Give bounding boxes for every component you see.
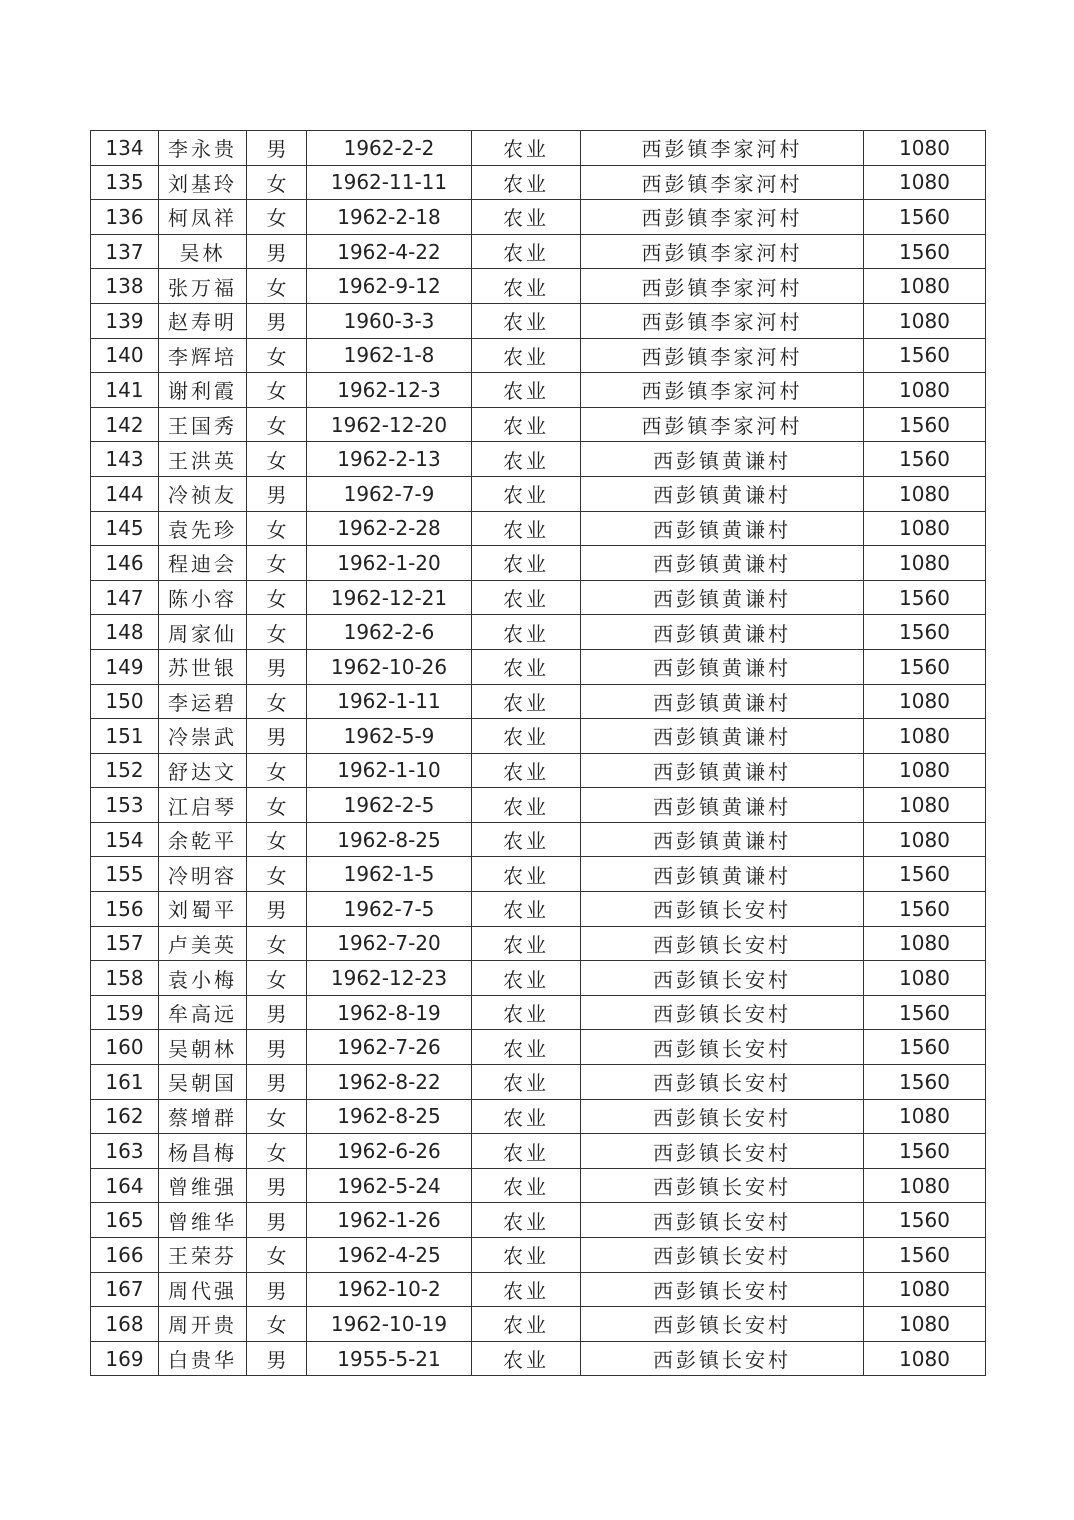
sex-cell: 女: [247, 961, 307, 996]
occupation-cell: 农业: [472, 684, 581, 719]
address-cell: 西彭镇长安村: [581, 1065, 864, 1100]
person-name-cell: 谢利霞: [159, 373, 247, 408]
person-name-cell: 卢美英: [159, 926, 247, 961]
sex-cell: 男: [247, 1065, 307, 1100]
roster-table: [90, 130, 986, 1376]
amount-cell: 1080: [864, 788, 986, 823]
row-number-cell: 155: [91, 857, 159, 892]
amount-cell: 1560: [864, 1065, 986, 1100]
sex-cell: 男: [247, 995, 307, 1030]
birth-date-cell: 1962-8-25: [307, 1099, 472, 1134]
sex-cell: 女: [247, 1134, 307, 1169]
address-cell: 西彭镇黄谦村: [581, 684, 864, 719]
table-row: [91, 995, 986, 1030]
amount-cell: 1080: [864, 303, 986, 338]
address-cell: 西彭镇黄谦村: [581, 719, 864, 754]
row-number-cell: 161: [91, 1065, 159, 1100]
row-number-cell: 159: [91, 995, 159, 1030]
person-name-cell: 周开贵: [159, 1307, 247, 1342]
address-cell: 西彭镇黄谦村: [581, 649, 864, 684]
person-name-cell: 袁先珍: [159, 511, 247, 546]
sex-cell: 男: [247, 1030, 307, 1065]
occupation-cell: 农业: [472, 1099, 581, 1134]
amount-cell: 1080: [864, 131, 986, 166]
sex-cell: 女: [247, 373, 307, 408]
sex-cell: 女: [247, 165, 307, 200]
sex-cell: 男: [247, 1203, 307, 1238]
amount-cell: 1080: [864, 961, 986, 996]
amount-cell: 1080: [864, 753, 986, 788]
address-cell: 西彭镇长安村: [581, 1341, 864, 1376]
row-number-cell: 154: [91, 822, 159, 857]
table-row: [91, 546, 986, 581]
row-number-cell: 143: [91, 442, 159, 477]
address-cell: 西彭镇长安村: [581, 961, 864, 996]
table-row: [91, 1238, 986, 1273]
row-number-cell: 134: [91, 131, 159, 166]
occupation-cell: 农业: [472, 649, 581, 684]
table-row: [91, 1065, 986, 1100]
table-row: [91, 373, 986, 408]
person-name-cell: 江启琴: [159, 788, 247, 823]
sex-cell: 女: [247, 857, 307, 892]
person-name-cell: 蔡增群: [159, 1099, 247, 1134]
amount-cell: 1560: [864, 442, 986, 477]
occupation-cell: 农业: [472, 580, 581, 615]
birth-date-cell: 1962-12-20: [307, 407, 472, 442]
address-cell: 西彭镇长安村: [581, 995, 864, 1030]
row-number-cell: 157: [91, 926, 159, 961]
birth-date-cell: 1962-8-22: [307, 1065, 472, 1100]
amount-cell: 1560: [864, 407, 986, 442]
table-row: [91, 1168, 986, 1203]
occupation-cell: 农业: [472, 995, 581, 1030]
sex-cell: 男: [247, 234, 307, 269]
birth-date-cell: 1962-1-10: [307, 753, 472, 788]
occupation-cell: 农业: [472, 200, 581, 235]
person-name-cell: 张万福: [159, 269, 247, 304]
amount-cell: 1080: [864, 719, 986, 754]
birth-date-cell: 1955-5-21: [307, 1341, 472, 1376]
occupation-cell: 农业: [472, 269, 581, 304]
birth-date-cell: 1962-6-26: [307, 1134, 472, 1169]
birth-date-cell: 1962-7-26: [307, 1030, 472, 1065]
row-number-cell: 169: [91, 1341, 159, 1376]
occupation-cell: 农业: [472, 442, 581, 477]
sex-cell: 女: [247, 407, 307, 442]
birth-date-cell: 1962-8-25: [307, 822, 472, 857]
birth-date-cell: 1962-10-26: [307, 649, 472, 684]
sex-cell: 男: [247, 131, 307, 166]
address-cell: 西彭镇长安村: [581, 1307, 864, 1342]
birth-date-cell: 1962-2-5: [307, 788, 472, 823]
address-cell: 西彭镇长安村: [581, 1238, 864, 1273]
sex-cell: 女: [247, 1238, 307, 1273]
occupation-cell: 农业: [472, 1203, 581, 1238]
person-name-cell: 李永贵: [159, 131, 247, 166]
address-cell: 西彭镇黄谦村: [581, 442, 864, 477]
birth-date-cell: 1962-11-11: [307, 165, 472, 200]
sex-cell: 男: [247, 303, 307, 338]
amount-cell: 1080: [864, 546, 986, 581]
occupation-cell: 农业: [472, 926, 581, 961]
amount-cell: 1080: [864, 1168, 986, 1203]
sex-cell: 女: [247, 511, 307, 546]
row-number-cell: 158: [91, 961, 159, 996]
address-cell: 西彭镇黄谦村: [581, 615, 864, 650]
person-name-cell: 曾维华: [159, 1203, 247, 1238]
birth-date-cell: 1962-9-12: [307, 269, 472, 304]
person-name-cell: 程迪会: [159, 546, 247, 581]
address-cell: 西彭镇李家河村: [581, 373, 864, 408]
person-name-cell: 吴朝国: [159, 1065, 247, 1100]
sex-cell: 女: [247, 615, 307, 650]
birth-date-cell: 1962-2-13: [307, 442, 472, 477]
row-number-cell: 148: [91, 615, 159, 650]
occupation-cell: 农业: [472, 822, 581, 857]
table-row: [91, 649, 986, 684]
table-row: [91, 1134, 986, 1169]
birth-date-cell: 1962-2-2: [307, 131, 472, 166]
address-cell: 西彭镇长安村: [581, 926, 864, 961]
sex-cell: 男: [247, 892, 307, 927]
sex-cell: 男: [247, 476, 307, 511]
person-name-cell: 牟高远: [159, 995, 247, 1030]
table-row: [91, 1272, 986, 1307]
amount-cell: 1560: [864, 200, 986, 235]
address-cell: 西彭镇长安村: [581, 892, 864, 927]
sex-cell: 男: [247, 719, 307, 754]
sex-cell: 女: [247, 684, 307, 719]
birth-date-cell: 1962-4-22: [307, 234, 472, 269]
address-cell: 西彭镇黄谦村: [581, 822, 864, 857]
sex-cell: 女: [247, 442, 307, 477]
person-name-cell: 赵寿明: [159, 303, 247, 338]
table-row: [91, 580, 986, 615]
occupation-cell: 农业: [472, 1307, 581, 1342]
amount-cell: 1560: [864, 649, 986, 684]
table-row: [91, 338, 986, 373]
amount-cell: 1560: [864, 857, 986, 892]
row-number-cell: 163: [91, 1134, 159, 1169]
address-cell: 西彭镇李家河村: [581, 407, 864, 442]
row-number-cell: 141: [91, 373, 159, 408]
birth-date-cell: 1962-4-25: [307, 1238, 472, 1273]
row-number-cell: 145: [91, 511, 159, 546]
table-row: [91, 407, 986, 442]
amount-cell: 1560: [864, 338, 986, 373]
row-number-cell: 150: [91, 684, 159, 719]
occupation-cell: 农业: [472, 1168, 581, 1203]
address-cell: 西彭镇黄谦村: [581, 788, 864, 823]
birth-date-cell: 1962-10-19: [307, 1307, 472, 1342]
amount-cell: 1080: [864, 1307, 986, 1342]
row-number-cell: 147: [91, 580, 159, 615]
sex-cell: 女: [247, 788, 307, 823]
occupation-cell: 农业: [472, 546, 581, 581]
table-row: [91, 1203, 986, 1238]
occupation-cell: 农业: [472, 1272, 581, 1307]
birth-date-cell: 1962-12-21: [307, 580, 472, 615]
amount-cell: 1560: [864, 234, 986, 269]
occupation-cell: 农业: [472, 719, 581, 754]
row-number-cell: 136: [91, 200, 159, 235]
row-number-cell: 138: [91, 269, 159, 304]
amount-cell: 1560: [864, 1203, 986, 1238]
amount-cell: 1560: [864, 580, 986, 615]
address-cell: 西彭镇李家河村: [581, 165, 864, 200]
occupation-cell: 农业: [472, 1030, 581, 1065]
address-cell: 西彭镇李家河村: [581, 338, 864, 373]
occupation-cell: 农业: [472, 1341, 581, 1376]
person-name-cell: 周家仙: [159, 615, 247, 650]
amount-cell: 1080: [864, 165, 986, 200]
table-row: [91, 442, 986, 477]
sex-cell: 女: [247, 200, 307, 235]
birth-date-cell: 1962-5-24: [307, 1168, 472, 1203]
birth-date-cell: 1962-5-9: [307, 719, 472, 754]
sex-cell: 女: [247, 580, 307, 615]
sex-cell: 男: [247, 649, 307, 684]
table-row: [91, 1307, 986, 1342]
person-name-cell: 李辉培: [159, 338, 247, 373]
sex-cell: 女: [247, 753, 307, 788]
table-row: [91, 200, 986, 235]
birth-date-cell: 1962-1-20: [307, 546, 472, 581]
row-number-cell: 164: [91, 1168, 159, 1203]
address-cell: 西彭镇长安村: [581, 1203, 864, 1238]
occupation-cell: 农业: [472, 753, 581, 788]
occupation-cell: 农业: [472, 1134, 581, 1169]
table-row: [91, 303, 986, 338]
amount-cell: 1080: [864, 1341, 986, 1376]
address-cell: 西彭镇长安村: [581, 1168, 864, 1203]
person-name-cell: 袁小梅: [159, 961, 247, 996]
birth-date-cell: 1962-7-20: [307, 926, 472, 961]
person-name-cell: 王洪英: [159, 442, 247, 477]
birth-date-cell: 1960-3-3: [307, 303, 472, 338]
table-row: [91, 269, 986, 304]
occupation-cell: 农业: [472, 511, 581, 546]
table-row: [91, 753, 986, 788]
table-row: [91, 857, 986, 892]
sex-cell: 男: [247, 1272, 307, 1307]
person-name-cell: 余乾平: [159, 822, 247, 857]
row-number-cell: 168: [91, 1307, 159, 1342]
address-cell: 西彭镇李家河村: [581, 303, 864, 338]
person-name-cell: 柯凤祥: [159, 200, 247, 235]
row-number-cell: 165: [91, 1203, 159, 1238]
person-name-cell: 苏世银: [159, 649, 247, 684]
table-row: [91, 1341, 986, 1376]
birth-date-cell: 1962-8-19: [307, 995, 472, 1030]
amount-cell: 1560: [864, 1134, 986, 1169]
sex-cell: 女: [247, 822, 307, 857]
table-row: [91, 961, 986, 996]
sex-cell: 男: [247, 1341, 307, 1376]
birth-date-cell: 1962-1-8: [307, 338, 472, 373]
table-row: [91, 1030, 986, 1065]
sex-cell: 女: [247, 338, 307, 373]
person-name-cell: 吴朝林: [159, 1030, 247, 1065]
row-number-cell: 167: [91, 1272, 159, 1307]
occupation-cell: 农业: [472, 1238, 581, 1273]
person-name-cell: 杨昌梅: [159, 1134, 247, 1169]
occupation-cell: 农业: [472, 373, 581, 408]
sex-cell: 男: [247, 1168, 307, 1203]
sex-cell: 女: [247, 1307, 307, 1342]
occupation-cell: 农业: [472, 165, 581, 200]
birth-date-cell: 1962-1-5: [307, 857, 472, 892]
row-number-cell: 137: [91, 234, 159, 269]
address-cell: 西彭镇李家河村: [581, 200, 864, 235]
occupation-cell: 农业: [472, 476, 581, 511]
address-cell: 西彭镇黄谦村: [581, 857, 864, 892]
address-cell: 西彭镇黄谦村: [581, 511, 864, 546]
amount-cell: 1560: [864, 1238, 986, 1273]
amount-cell: 1560: [864, 995, 986, 1030]
row-number-cell: 142: [91, 407, 159, 442]
occupation-cell: 农业: [472, 892, 581, 927]
table-row: [91, 234, 986, 269]
table-row: [91, 822, 986, 857]
sex-cell: 女: [247, 926, 307, 961]
occupation-cell: 农业: [472, 407, 581, 442]
sex-cell: 女: [247, 546, 307, 581]
row-number-cell: 146: [91, 546, 159, 581]
occupation-cell: 农业: [472, 303, 581, 338]
row-number-cell: 139: [91, 303, 159, 338]
amount-cell: 1080: [864, 476, 986, 511]
row-number-cell: 140: [91, 338, 159, 373]
row-number-cell: 144: [91, 476, 159, 511]
occupation-cell: 农业: [472, 131, 581, 166]
roster-body: [91, 131, 986, 1376]
birth-date-cell: 1962-1-26: [307, 1203, 472, 1238]
occupation-cell: 农业: [472, 1065, 581, 1100]
birth-date-cell: 1962-1-11: [307, 684, 472, 719]
table-row: [91, 165, 986, 200]
address-cell: 西彭镇黄谦村: [581, 753, 864, 788]
table-row: [91, 476, 986, 511]
table-row: [91, 1099, 986, 1134]
person-name-cell: 吴林: [159, 234, 247, 269]
table-row: [91, 892, 986, 927]
table-row: [91, 684, 986, 719]
amount-cell: 1080: [864, 373, 986, 408]
address-cell: 西彭镇长安村: [581, 1134, 864, 1169]
address-cell: 西彭镇李家河村: [581, 131, 864, 166]
person-name-cell: 冷明容: [159, 857, 247, 892]
occupation-cell: 农业: [472, 615, 581, 650]
address-cell: 西彭镇李家河村: [581, 269, 864, 304]
amount-cell: 1080: [864, 1099, 986, 1134]
birth-date-cell: 1962-12-23: [307, 961, 472, 996]
address-cell: 西彭镇黄谦村: [581, 580, 864, 615]
address-cell: 西彭镇长安村: [581, 1099, 864, 1134]
person-name-cell: 王国秀: [159, 407, 247, 442]
amount-cell: 1560: [864, 892, 986, 927]
amount-cell: 1080: [864, 822, 986, 857]
occupation-cell: 农业: [472, 961, 581, 996]
amount-cell: 1560: [864, 615, 986, 650]
occupation-cell: 农业: [472, 857, 581, 892]
table-row: [91, 131, 986, 166]
person-name-cell: 李运碧: [159, 684, 247, 719]
amount-cell: 1080: [864, 269, 986, 304]
birth-date-cell: 1962-2-6: [307, 615, 472, 650]
person-name-cell: 白贵华: [159, 1341, 247, 1376]
amount-cell: 1080: [864, 511, 986, 546]
person-name-cell: 冷崇武: [159, 719, 247, 754]
occupation-cell: 农业: [472, 338, 581, 373]
row-number-cell: 166: [91, 1238, 159, 1273]
row-number-cell: 135: [91, 165, 159, 200]
address-cell: 西彭镇长安村: [581, 1030, 864, 1065]
person-name-cell: 周代强: [159, 1272, 247, 1307]
amount-cell: 1080: [864, 926, 986, 961]
table-row: [91, 788, 986, 823]
sex-cell: 女: [247, 269, 307, 304]
address-cell: 西彭镇长安村: [581, 1272, 864, 1307]
amount-cell: 1560: [864, 1030, 986, 1065]
birth-date-cell: 1962-10-2: [307, 1272, 472, 1307]
person-name-cell: 刘蜀平: [159, 892, 247, 927]
person-name-cell: 陈小容: [159, 580, 247, 615]
occupation-cell: 农业: [472, 788, 581, 823]
person-name-cell: 王荣芬: [159, 1238, 247, 1273]
table-row: [91, 615, 986, 650]
row-number-cell: 151: [91, 719, 159, 754]
table-row: [91, 926, 986, 961]
amount-cell: 1080: [864, 684, 986, 719]
row-number-cell: 160: [91, 1030, 159, 1065]
person-name-cell: 冷祯友: [159, 476, 247, 511]
row-number-cell: 152: [91, 753, 159, 788]
amount-cell: 1080: [864, 1272, 986, 1307]
person-name-cell: 曾维强: [159, 1168, 247, 1203]
table-row: [91, 719, 986, 754]
row-number-cell: 149: [91, 649, 159, 684]
sex-cell: 女: [247, 1099, 307, 1134]
birth-date-cell: 1962-7-9: [307, 476, 472, 511]
occupation-cell: 农业: [472, 234, 581, 269]
birth-date-cell: 1962-12-3: [307, 373, 472, 408]
row-number-cell: 156: [91, 892, 159, 927]
row-number-cell: 162: [91, 1099, 159, 1134]
address-cell: 西彭镇黄谦村: [581, 476, 864, 511]
table-row: [91, 511, 986, 546]
birth-date-cell: 1962-2-28: [307, 511, 472, 546]
birth-date-cell: 1962-2-18: [307, 200, 472, 235]
person-name-cell: 刘基玲: [159, 165, 247, 200]
row-number-cell: 153: [91, 788, 159, 823]
address-cell: 西彭镇李家河村: [581, 234, 864, 269]
birth-date-cell: 1962-7-5: [307, 892, 472, 927]
address-cell: 西彭镇黄谦村: [581, 546, 864, 581]
person-name-cell: 舒达文: [159, 753, 247, 788]
